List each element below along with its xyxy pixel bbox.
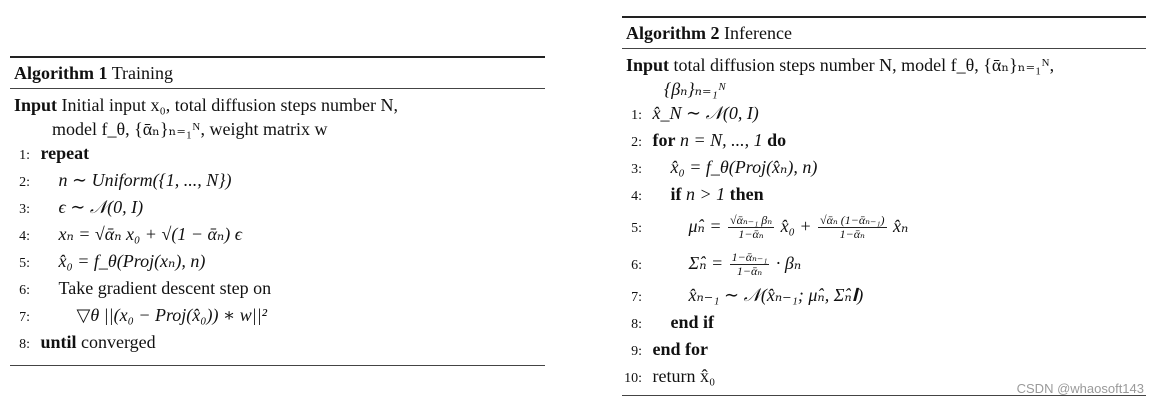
line-number: 2: [19, 175, 30, 190]
algorithm-1-body [10, 89, 545, 357]
input-text: total diffusion steps number N, model f_θ, {ᾱₙ}ₙ₌₁ᴺ, [673, 55, 1055, 75]
algo-line [10, 276, 545, 303]
algo-line [10, 303, 545, 330]
input-line [10, 93, 545, 117]
line-text [41, 303, 268, 327]
algorithm-2-block [622, 16, 1146, 396]
algo-line [622, 283, 1146, 310]
line-number: 3: [19, 202, 30, 217]
line-text [41, 330, 156, 354]
algo-line [10, 168, 545, 195]
input-continuation [622, 77, 1146, 101]
math-expr: n ∼ Uniform({1, ..., N}) [58, 170, 232, 190]
algo-line [622, 246, 1146, 283]
fraction-numerator: √ᾱₙ (1−ᾱₙ₋₁) [819, 213, 885, 228]
math-expr: x̂_N ∼ 𝒩(0, I) [652, 103, 759, 123]
math-expr: · βₙ [775, 253, 802, 273]
algorithm-1-title [10, 58, 545, 88]
line-number: 9: [631, 344, 642, 359]
keyword: then [729, 184, 764, 204]
math-expr: {βₙ}ₙ₌₁ᴺ [664, 79, 726, 99]
line-text [653, 364, 716, 388]
algo-line [10, 195, 545, 222]
fraction-numerator: 1−ᾱₙ₋₁ [731, 250, 768, 265]
line-text [653, 155, 818, 179]
algo-line [10, 141, 545, 168]
fraction-denominator: 1−ᾱₙ [736, 264, 763, 279]
algo-line [622, 209, 1146, 246]
line-number: 3: [631, 162, 642, 177]
input-keyword: Input [626, 55, 670, 75]
line-number: 6: [631, 258, 642, 273]
algo-line [10, 330, 545, 357]
line-number: 7: [631, 290, 642, 305]
line-text [653, 209, 909, 243]
math-expr: xₙ = √ᾱₙ x₀ + √(1 − ᾱₙ) ϵ [58, 224, 242, 244]
title-text: Training [111, 63, 174, 83]
line-number: 2: [631, 135, 642, 150]
fraction [728, 214, 774, 241]
math-expr: x̂₀ = f_θ(Proj(x̂ₙ), n) [670, 157, 818, 177]
algo-line [622, 101, 1146, 128]
keyword: repeat [40, 143, 90, 163]
math-expr: n = N, ..., 1 [679, 130, 763, 150]
line-text [653, 246, 802, 280]
line-number: 5: [631, 221, 642, 236]
title-bold: Algorithm 2 [626, 23, 720, 43]
algo-line [10, 249, 545, 276]
math-expr: Σ̂ₙ = [688, 253, 724, 273]
algo-line [622, 337, 1146, 364]
algo-line [622, 182, 1146, 209]
line-text: Take gradient descent step on [58, 278, 272, 298]
fraction-numerator: √ᾱₙ₋₁ βₙ [729, 213, 773, 228]
algo-line [622, 128, 1146, 155]
input-line [622, 53, 1146, 77]
keyword: end for [652, 339, 708, 359]
math-expr: ϵ ∼ 𝒩(0, I) [58, 197, 144, 217]
line-number: 1: [631, 108, 642, 123]
math-expr: x̂₀ + [780, 216, 812, 236]
title-bold: Algorithm 1 [14, 63, 108, 83]
line-text [653, 283, 864, 307]
keyword: if [670, 184, 682, 204]
algorithm-2-title [622, 18, 1146, 48]
fraction [818, 214, 887, 241]
input-continuation: model f_θ, {ᾱₙ}ₙ₌₁ᴺ, weight matrix w [52, 119, 328, 139]
line-text [653, 101, 759, 125]
math-expr: x̂ₙ [893, 216, 909, 236]
fraction [730, 251, 770, 278]
line-text [653, 182, 764, 206]
keyword: for [652, 130, 676, 150]
keyword: until [40, 332, 77, 352]
line-text [41, 222, 242, 246]
line-number: 8: [19, 337, 30, 352]
keyword: do [767, 130, 787, 150]
math-expr: μ̂ₙ = [688, 216, 722, 236]
fraction-denominator: 1−ᾱₙ [839, 227, 865, 242]
math-expr: ▽θ ||(x₀ − Proj(x̂₀)) ∗ w||² [76, 305, 268, 325]
line-text [41, 195, 144, 219]
input-text: Initial input x₀, total diffusion steps number N, [61, 95, 398, 115]
line-number: 7: [19, 310, 30, 325]
line-text [41, 249, 206, 273]
algo-line [622, 310, 1146, 337]
line-number: 8: [631, 317, 642, 332]
line-text [653, 128, 787, 152]
line-suffix: converged [81, 332, 156, 352]
line-number: 4: [19, 229, 30, 244]
title-text: Inference [724, 23, 792, 43]
watermark-text: CSDN @whaosoft143 [1016, 381, 1144, 396]
algo-line [622, 155, 1146, 182]
math-expr: x̂ₙ₋₁ ∼ 𝒩(x̂ₙ₋₁; μ̂ₙ, Σ̂ₙ𝐈) [688, 285, 864, 305]
keyword: end if [670, 312, 715, 332]
fraction-denominator: 1−ᾱₙ [738, 227, 764, 242]
bottom-rule [10, 365, 545, 366]
input-keyword: Input [14, 95, 58, 115]
line-number: 10: [624, 371, 642, 386]
line-number: 5: [19, 256, 30, 271]
algo-line [10, 222, 545, 249]
line-number: 1: [19, 148, 30, 163]
algorithm-1-block [10, 56, 545, 366]
algorithm-2-body [622, 49, 1146, 391]
math-expr: x̂₀ = f_θ(Proj(xₙ), n) [58, 251, 206, 271]
line-text [41, 168, 232, 192]
line-number: 6: [19, 283, 30, 298]
line-number: 4: [631, 189, 642, 204]
line-suffix: return x̂₀ [652, 366, 716, 386]
math-expr: n > 1 [686, 184, 726, 204]
